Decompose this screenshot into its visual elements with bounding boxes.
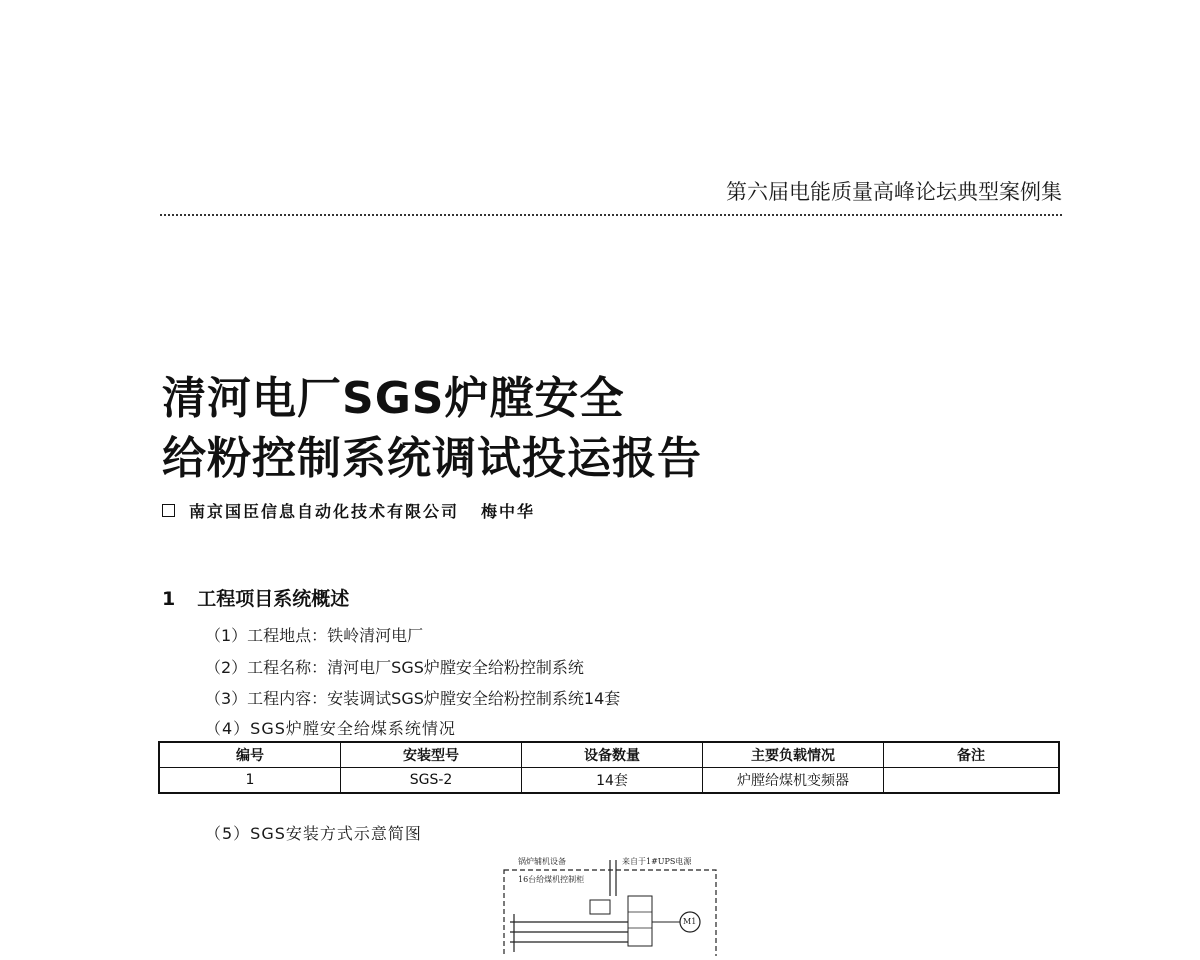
installation-diagram-graphic — [500, 856, 730, 956]
article-title-line-2: 给粉控制系统调试投运报告 — [162, 433, 702, 484]
column-header: 安装型号 — [341, 742, 522, 768]
table-row — [159, 768, 1059, 794]
table-header-row — [159, 742, 1059, 768]
table-cell: SGS-2 — [341, 768, 522, 794]
column-header: 备注 — [884, 742, 1060, 768]
table-cell: 1 — [159, 768, 341, 794]
table-cell — [884, 768, 1060, 794]
list-item: （5）SGS安装方式示意简图 — [205, 824, 422, 843]
section-title: 工程项目系统概述 — [197, 588, 350, 610]
diagram-label: 来自于1#UPS电源 — [622, 857, 692, 866]
author-organization: 南京国臣信息自动化技术有限公司 — [189, 502, 460, 521]
table-cell: 炉膛给煤机变频器 — [703, 768, 884, 794]
list-item: （4）SGS炉膛安全给煤系统情况 — [205, 719, 456, 738]
column-header: 编号 — [159, 742, 341, 768]
table-cell: 14套 — [522, 768, 703, 794]
section-number: 1 — [162, 588, 176, 610]
running-header-title: 第六届电能质量高峰论坛典型案例集 — [726, 180, 1062, 204]
author-name: 梅中华 — [481, 502, 536, 521]
list-item: （3）工程内容：安装调试SGS炉膛安全给粉控制系统14套 — [205, 689, 621, 708]
diagram-label: 16台给煤机控制柜 — [518, 875, 585, 884]
diagram-label: 锅炉辅机设备 — [518, 857, 566, 866]
square-bullet-icon — [162, 504, 175, 517]
installation-diagram — [500, 856, 730, 956]
column-header: 设备数量 — [522, 742, 703, 768]
column-header: 主要负载情况 — [703, 742, 884, 768]
section-heading — [162, 584, 349, 611]
article-title-line-1: 清河电厂SGS炉膛安全 — [162, 373, 625, 424]
author-line — [162, 499, 535, 522]
diagram-label: M1 — [683, 917, 697, 926]
system-spec-table — [158, 741, 1060, 794]
list-item: （2）工程名称：清河电厂SGS炉膛安全给粉控制系统 — [205, 658, 584, 677]
list-item: （1）工程地点：铁岭清河电厂 — [205, 626, 424, 645]
header-divider — [160, 214, 1062, 216]
